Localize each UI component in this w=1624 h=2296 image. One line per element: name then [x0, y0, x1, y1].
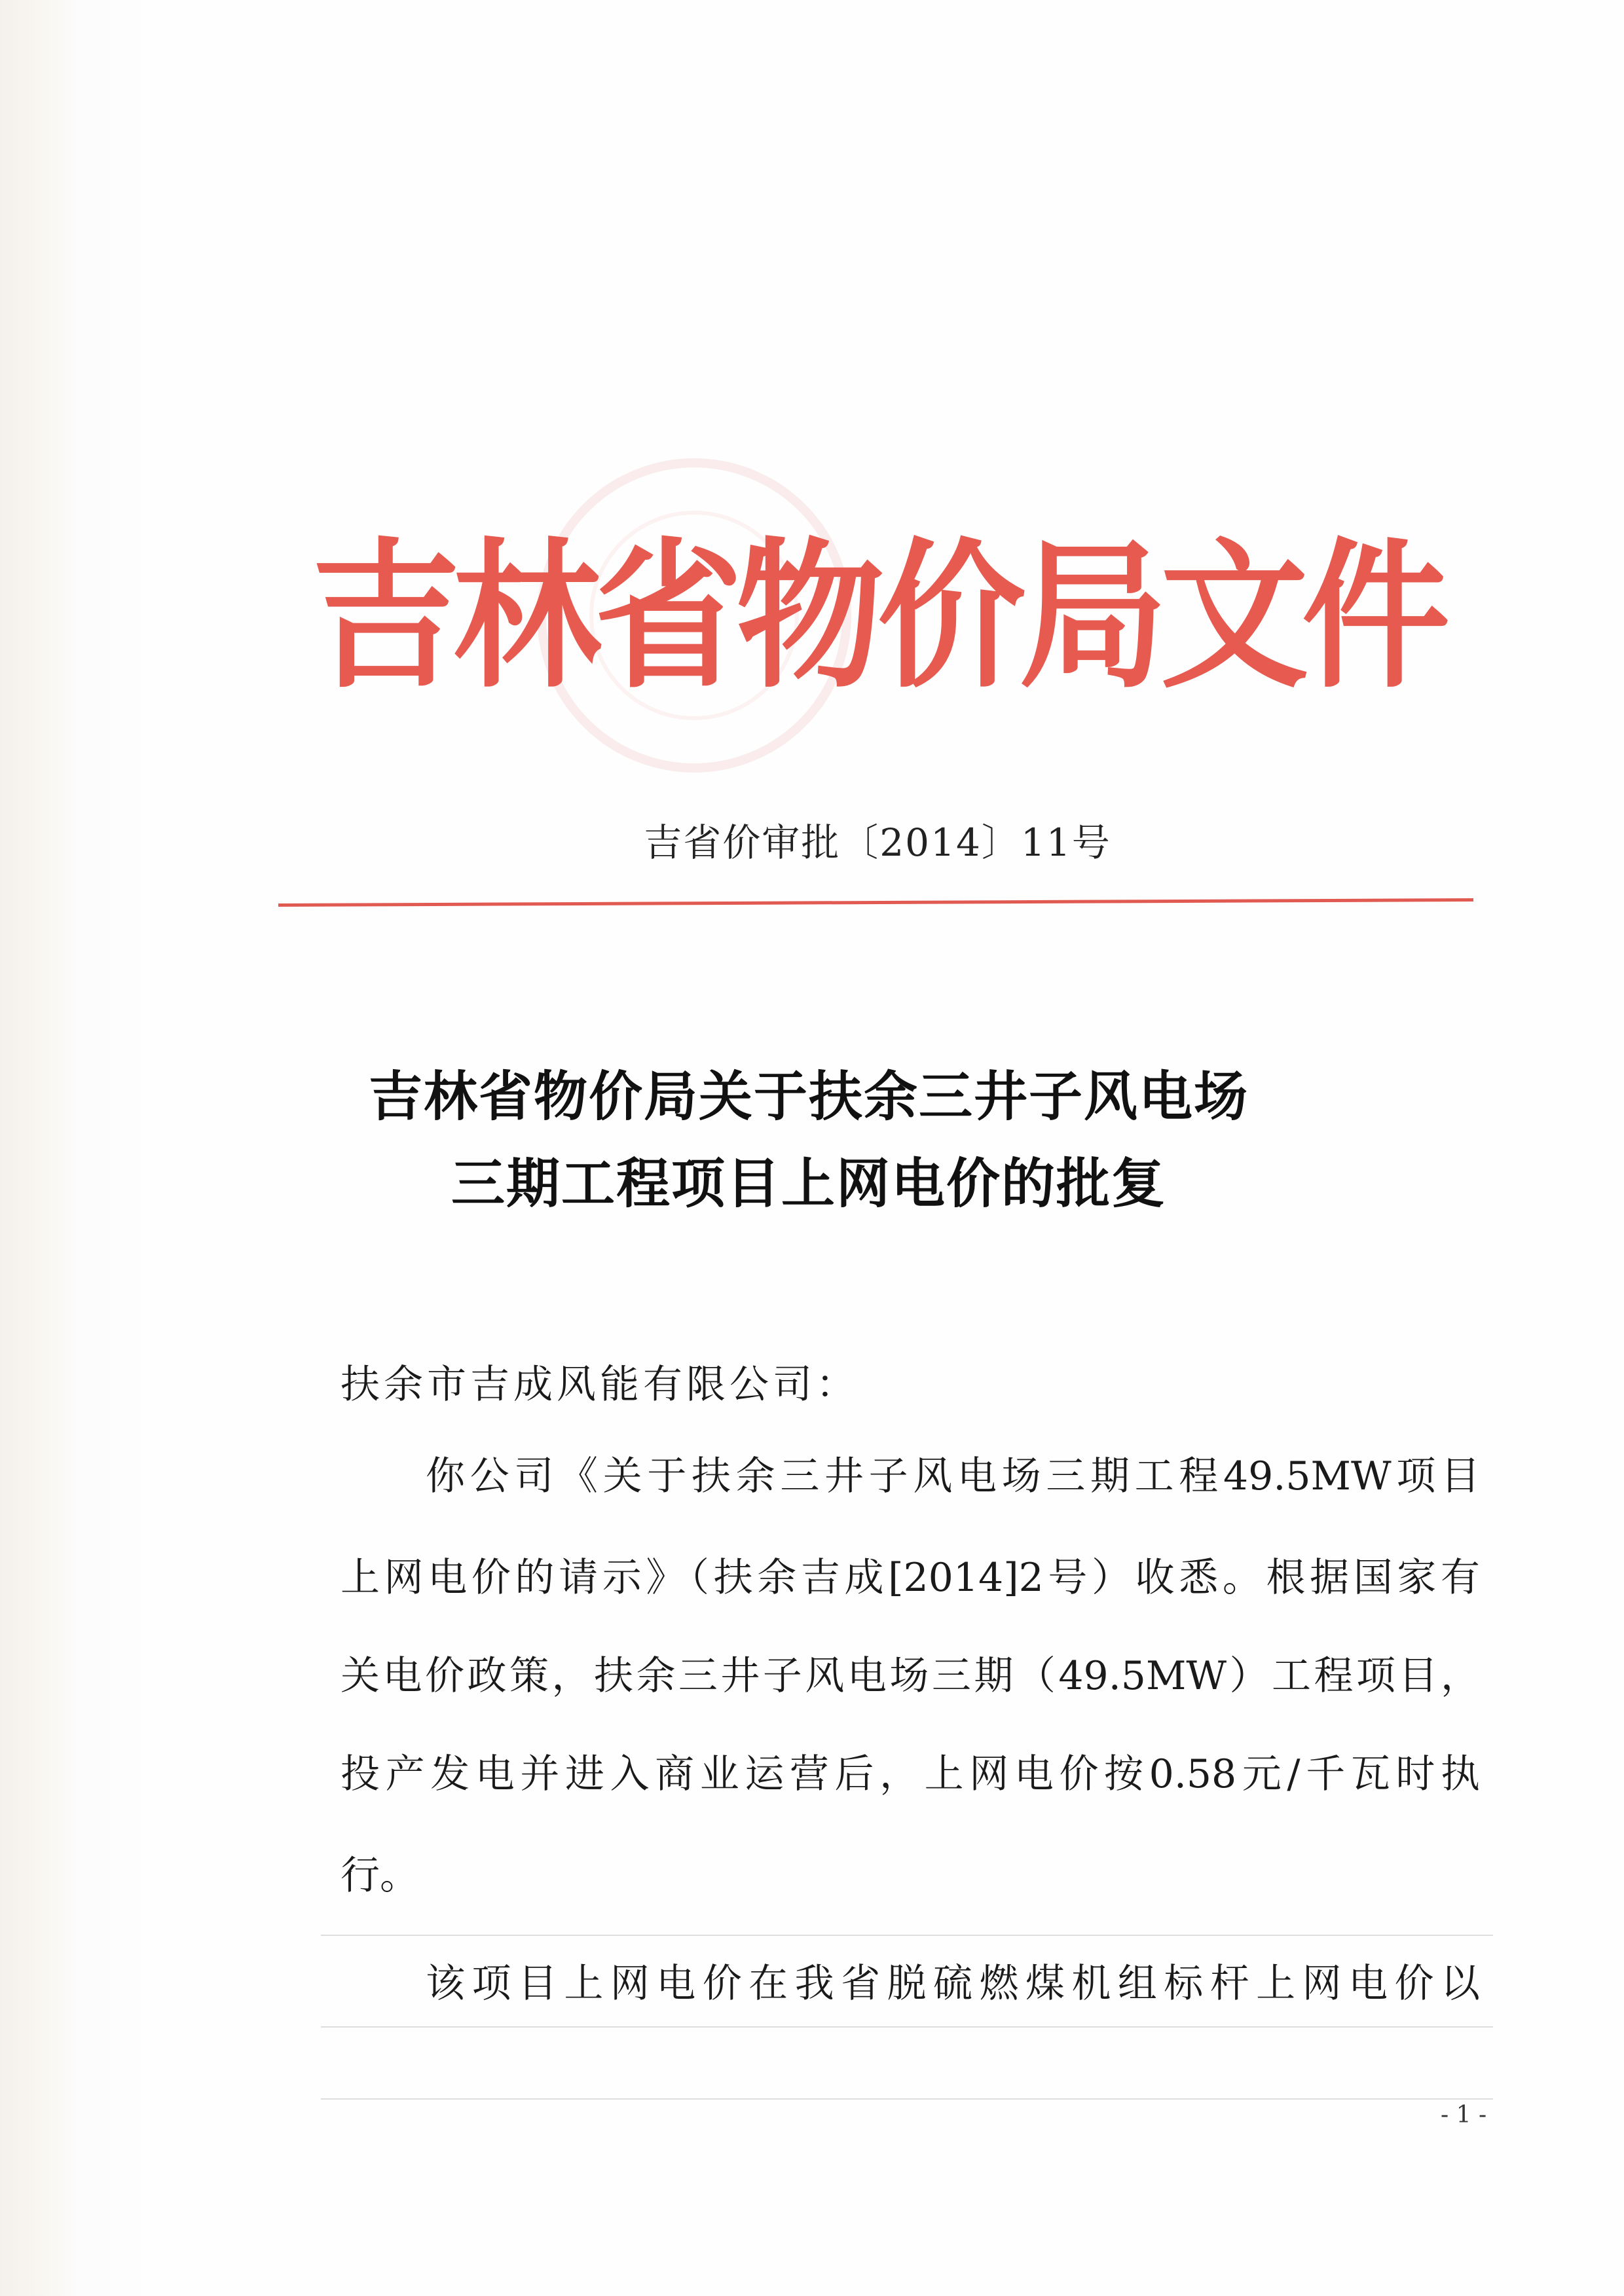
addressee: 扶余市吉成风能有限公司：	[341, 1362, 859, 1408]
footer-rule-top	[321, 1935, 1493, 1936]
body-line-6: 该项目上网电价在我省脱硫燃煤机组标杆上网电价以	[426, 1961, 1480, 2007]
body-line-1: 你公司《关于扶余三井子风电场三期工程49.5MW项目	[426, 1453, 1480, 1499]
body-line-4: 投产发电并进入商业运营后，上网电价按0.58元/千瓦时执	[341, 1751, 1480, 1797]
document-title-line-1: 吉林省物价局关于扶余三井子风电场	[368, 1066, 1249, 1128]
document-banner: 吉林省物价局文件	[311, 522, 1443, 710]
page-number: - 1 -	[1441, 2102, 1487, 2128]
body-line-5: 行。	[341, 1853, 419, 1899]
document-number: 吉省价审批〔2014〕11号	[644, 820, 1111, 865]
footer-rule-middle	[321, 2026, 1493, 2028]
document-title-line-2: 三期工程项目上网电价的批复	[451, 1153, 1166, 1215]
body-line-2: 上网电价的请示》（扶余吉成[2014]2号）收悉。根据国家有	[341, 1555, 1480, 1601]
scan-left-edge	[0, 0, 77, 2296]
footer-rule-bottom	[321, 2098, 1493, 2100]
body-line-3: 关电价政策，扶余三井子风电场三期（49.5MW）工程项目，	[341, 1653, 1480, 1699]
